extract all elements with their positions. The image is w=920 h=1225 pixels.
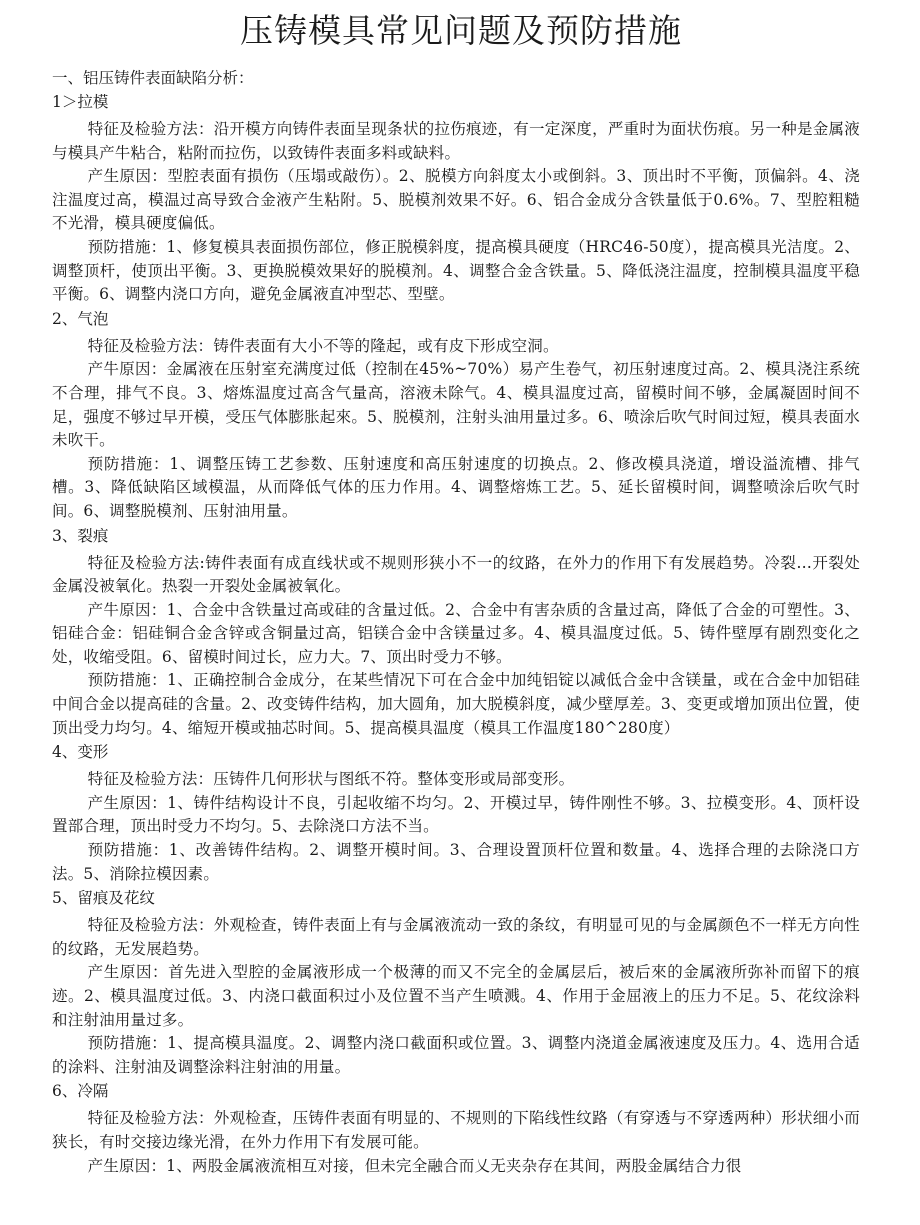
item-paragraph: 特征及检验方法：铸件表面有大小不等的隆起，或有皮下形成空洞。 (87, 336, 559, 355)
item-heading: 4、变形 (52, 743, 109, 762)
item-paragraph: 产牛原因：1、合金中含铁量过高或硅的含量过低。2、合金中有害杂质的含量过高，降低了合金的可塑性。3、铝硅合金：铝硅铜合金含锌或含铜量过高，铝镁合金中含镁量过多。4、模具温度过低。5、铸件壁厚有剧烈变化之处，收缩受阻。6、留模时间过长，应力大。7、顶出时受力不够。 (52, 600, 860, 666)
item-paragraph: 产生原因：1、两股金属液流相互对接，但未完全融合而乂无夹杂存在其间，两股金属结合力很 (87, 1156, 742, 1175)
defect-item-5 (52, 886, 860, 1079)
defect-item-2 (52, 307, 860, 524)
defect-item-1 (52, 90, 860, 307)
item-paragraph: 预防措施：1、提高模具温度。2、调整内浇口截面积或位置。3、调整内浇道金属液速度及压力。4、选用合适的涂料、注射油及调整涂料注射油的用量。 (52, 1034, 860, 1076)
item-heading: 5、留痕及花纹 (52, 889, 155, 908)
item-paragraph: 产生原因：首先进入型腔的金属液形成一个极薄的而又不完全的金属层后，被后來的金属液所弥补而留下的痕迹。2、模具温度过低。3、内浇口截面积过小及位置不当产生喷溅。4、作用于金屈液上的压力不足。5、花纹涂料和注射油用量过多。 (52, 963, 860, 1029)
item-heading: 1＞拉模 (52, 93, 109, 111)
item-heading: 3、裂痕 (52, 526, 109, 545)
item-paragraph: 产生原因：型腔表面有损伤（压塌或敲伤）。2、脱模方向斜度太小或倒斜。3、顶出时不平衡，顶偏斜。4、浇注温度过高，模温过高导致合金液产生粘附。5、脱模剂效果不好。6、铝合金成分含铁量低于0.6%。7、型腔粗糙不光滑，模具硬度偏低。 (52, 167, 860, 233)
item-paragraph: 预防措施：1、修复模具表面损伤部位，修正脱模斜度，提高模具硬度（HRC46-50度），提高模具光洁度。2、调整顶杆，使顶出平衡。3、更换脱模效果好的脱模剂。4、调整合金含铁量。5、降低浇注温度，控制模具温度平稳平衡。6、调整内浇口方向，避免金属液直冲型芯、型壁。 (52, 237, 860, 304)
item-paragraph: 产牛原因：金属液在压射室充满度过低（控制在45%~70%）易产生卷气，初压射速度过高。2、模具浇注系统不合理，排气不良。3、熔炼温度过高含气量高，溶液未除气。4、模具温度过高，留模时间不够，金属凝固时间不足，强度不够过早开模，受压气体膨胀起來。5、脱模剂，注射头油用量过多。6、喷涂后吹气时间过短，模具表面水未吹干。 (52, 360, 860, 450)
item-paragraph: 特征及检验方法：外观检查，压铸件表面有明显的、不规则的下陷线性纹路（有穿透与不穿透两种）形状细小而狭长，有时交接边缘光滑，在外力作用下有发展可能。 (52, 1109, 860, 1151)
item-paragraph: 特征及检验方法：沿开模方向铸件表面呈现条状的拉伤痕迹，有一定深度，严重时为面状伤痕。另一种是金属液与模具产牛粘合，粘附而拉伤，以致铸件表面多料或缺料。 (52, 120, 860, 162)
defect-item-6 (52, 1079, 860, 1178)
item-paragraph: 特征及检验方法：压铸件几何形状与图纸不符。整体变形或局部变形。 (87, 770, 575, 789)
item-heading: 2、气泡 (52, 309, 109, 328)
item-paragraph: 特征及检验方法:铸件表面有成直线状或不规则形狭小不一的纹路，在外力的作用下有发展趋势。冷裂…开裂处金属没被氧化。热裂一开裂处金属被氧化。 (52, 553, 860, 596)
defect-item-4 (52, 740, 860, 886)
document-title: 压铸模具常见问题及预防措施 (240, 11, 682, 50)
item-paragraph: 产生原因：1、铸件结构设计不良，引起收缩不均匀。2、开模过早，铸件刚性不够。3、拉模变形。4、顶杆设置部合理，顶出时受力不均匀。5、去除浇口方法不当。 (52, 793, 860, 836)
section-heading: 一、铝压铸件表面缺陷分析： (52, 69, 254, 87)
item-paragraph: 特征及检验方法：外观检查，铸件表面上有与金属液流动一致的条纹，有明显可见的与金属颜色不一样无方向性的纹路，无发展趋势。 (52, 916, 860, 958)
item-paragraph: 预防措施：1、正确控制合金成分，在某些情况下可在合金中加纯铝锭以减低合金中含镁量，或在合金中加铝硅中间合金以提高硅的含量。2、改变铸件结构，加大圆角，加大脱模斜度，减少壁厚差。3、变更或增加顶出位置，使顶出受力均匀。4、缩短开模或抽芯时间。5、提高模具温度（模具工作温度180^280度） (52, 671, 860, 737)
item-heading: 6、冷隔 (52, 1082, 109, 1101)
defect-item-3 (52, 524, 860, 741)
item-paragraph: 预防措施：1、改善铸件结构。2、调整开模时间。3、合理设置顶杆位置和数量。4、选择合理的去除浇口方法。5、消除拉模因素。 (52, 841, 860, 883)
item-paragraph: 预防措施：1、调整压铸工艺参数、压射速度和高压射速度的切换点。2、修改模具浇道，增设溢流槽、排气槽。3、降低缺陷区域模温，从而降低气体的压力作用。4、调整熔炼工艺。5、延长留模时间，调整喷涂后吹气时间。6、调整脱模剂、压射油用量。 (52, 454, 860, 520)
